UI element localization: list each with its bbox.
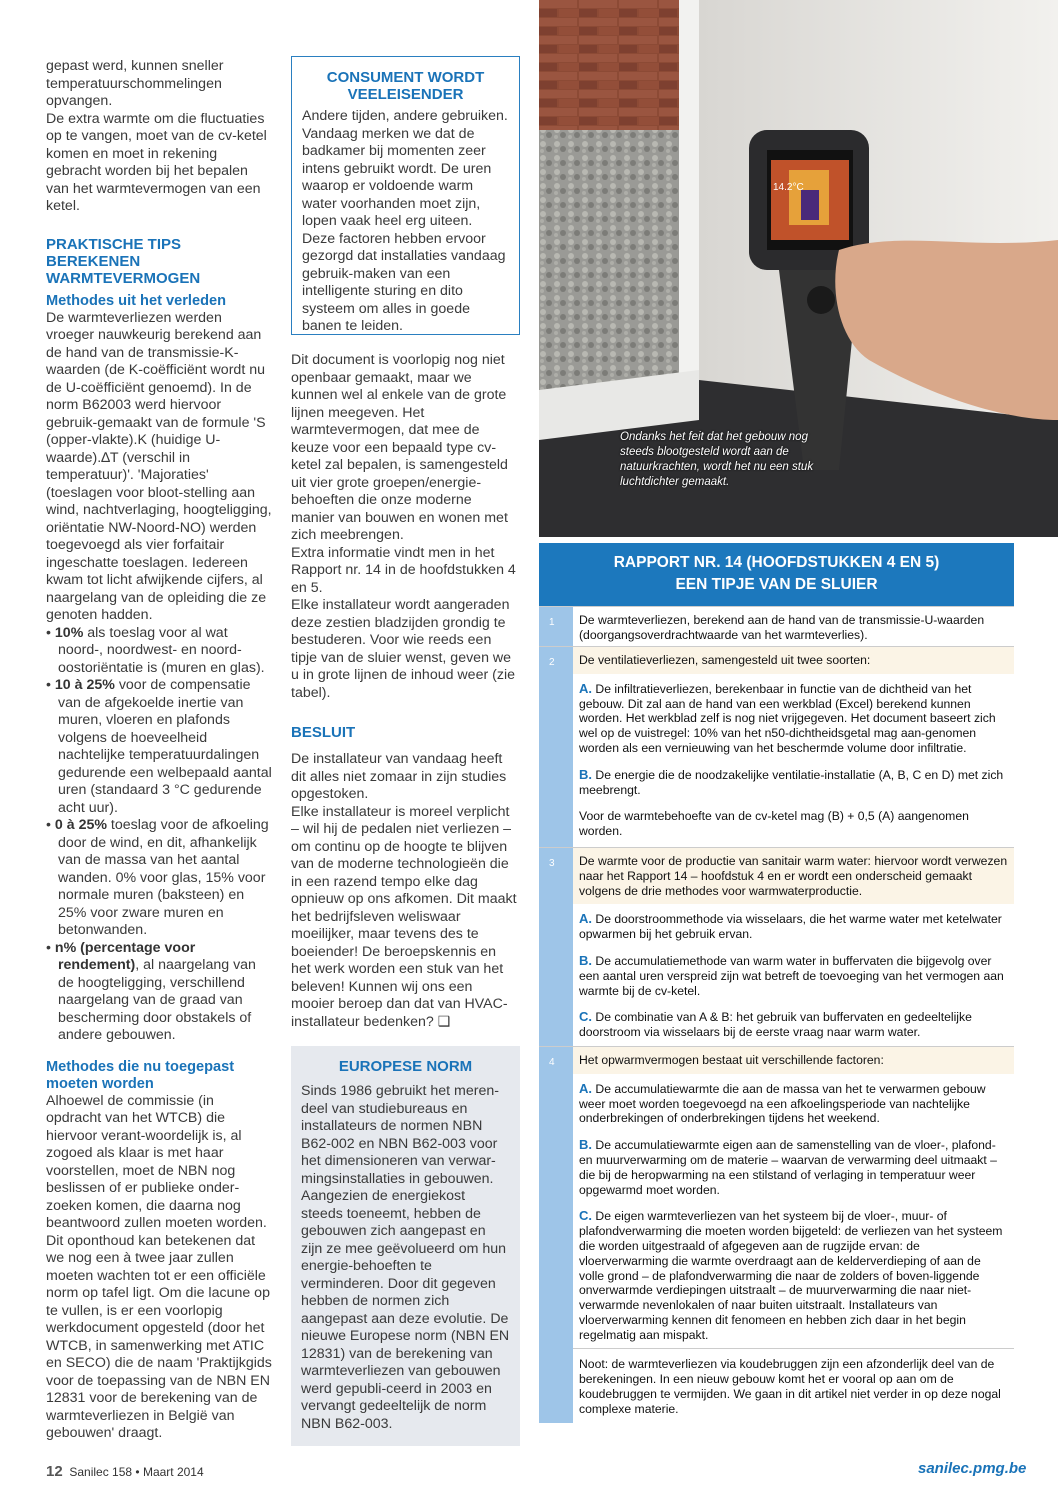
paragraph: De extra warmte om die fluctuaties op te vangen, moet van de cv-ketel komen en moet in rekening gebracht worden bij het bepalen van het warmtevermogen van een ketel. — [46, 110, 267, 214]
subheading: Methodes uit het verleden — [46, 292, 227, 309]
camera-reading: 14.2°C — [773, 182, 804, 193]
section-heading: PRAKTISCHE TIPS BEREKENEN WARMTEVERMOGEN — [46, 235, 201, 287]
table-row — [539, 606, 1014, 646]
table-row — [539, 1046, 1014, 1423]
row-number: 3 — [539, 848, 573, 1046]
row-note: Voor de warmtebehoefte van de cv-ketel mag (B) + 0,5 (A) aangenomen worden. — [579, 809, 969, 839]
footer-info — [46, 1463, 204, 1480]
table-body — [539, 606, 1014, 1423]
row-subitem: A. De infiltratieverliezen, berekenbaar in functie van de dichtheid van het gebouw. Dit zal aan de hand van een werkblad (Excel) berekend kunnen worden. Het werkblad zelf is nog niet vrijgegeven. Het document baseert zich wel op de vuistregel: 10% van het n50-dichtheidsgetal mag aan-genomen worden als een vernieuwing van het beschermde volume door infiltratie. — [579, 680, 996, 755]
box-title: CONSUMENT WORDT VEELEISENDER — [326, 69, 485, 103]
page-number: 12 — [46, 1463, 63, 1480]
table-header — [539, 543, 1014, 606]
paragraph: Alhoewel de commissie (in opdracht van het WTCB) die hiervoor verant-woordelijk is, al zogoed als klaar is met haar voorstellen, moet de NBN nog beslissen of er publieke onder-zoeken komen, die daarna nog beantwoord zullen moeten worden. Dit oponthoud kan betekenen dat we nog een à twee jaar zullen moeten wachten tot er een officiële norm op tafel ligt. Om die lacune op te vullen, is er een voorlopig werkdocument opgesteld (door het WTCB, in samenwerking met ATIC en SECO) die de naam 'Praktijkgids voor de toepassing van de NBN EN 12831 voor de berekening van de warmteverliezen in België van gebouwen' draagt. — [46, 1092, 272, 1441]
paragraph: Dit document is voorlopig nog niet openbaar gemaakt, maar we kunnen wel al enkele van de grote lijnen meegeven. Het warmtevermogen, dat mee de keuze voor een bepaald type cv-ketel zal bepalen, is samengesteld uit vier grote groepen/energie-behoeften die onze moderne manier van bouwen en wonen met zich meebrengen. — [291, 352, 508, 543]
row-text: Het opwarmvermogen bestaat uit verschillende factoren: — [573, 1047, 1014, 1074]
table-subtitle: EEN TIPJE VAN DE SLUIER — [675, 576, 878, 593]
bullet-item: • 0 à 25% toeslag voor de afkoeling door de wind, en dit, afhankelijk van de massa van het aantal wanden. 0% voor glas, 15% voor normale muren (baksteen) en 25% voor zware muren en betonwanden. — [46, 817, 269, 938]
paragraph: Elke installateur wordt aangeraden deze zestien bladzijden grondig te bestuderen. Voor wie reeds een tipje van de sluier wenst, geven we u in grote lijnen de inhoud weer (zie tabel). — [291, 597, 515, 701]
row-number: 1 — [539, 607, 573, 646]
box-text: Sinds 1986 gebruikt het meren-deel van studiebureaus en installateurs de normen NBN B62-002 en NBN B62-003 voor het dimensioneren van verwar-mingsinstallaties in gebouwen. Aangezien de energiekost steeds toeneemt, hebben de gebouwen zich aangepast en zijn ze mee geëvolueerd om hun energie-behoeften te verminderen. Door dit gegeven hebben de normen zich aangepast aan deze evolutie. De nieuwe Europese norm (NBN EN 12831) van de berekening van warmteverliezen van gebouwen werd gepubli-ceerd in 2003 en vervangt gedeeltelijk de norm NBN B62-003. — [301, 1083, 510, 1432]
row-subitem: B. De accumulatiewarmte eigen aan de samenstelling van de vloer-, plafond- en muurverwarming om de materie – waarvan de verwarming deel uitmaakt – die bij de heropwarming na een stilstand of verlaging in temperatuur weer opgewarmd moet worden. — [579, 1137, 997, 1197]
row-subitem: A. De accumulatiewarmte die aan de massa van het te verwarmen gebouw weer moet worden toegevoegd na een afkoelingsperiode van nachtelijke onderbrekingen of onderbrekingen tijdens het weekend. — [579, 1080, 986, 1126]
row-subitem: A. De doorstroommethode via wisselaars, die het warme water met ketelwater opwarmen bij het gebruik ervan. — [579, 911, 1002, 942]
section-heading: BESLUIT — [291, 724, 356, 741]
photo-caption: Ondanks het feit dat het gebouw nog steeds blootgesteld wordt aan de natuurkrachten, wordt het nu een stuk luchtdichter gemaakt. — [620, 431, 814, 488]
bullet-item: • 10% als toeslag voor al wat noord-, noordwest- en noord-oostoriëntatie is (muren en glas). — [46, 624, 265, 676]
rapport-table — [539, 543, 1014, 1445]
paragraph: De warmteverliezen werden vroeger nauwkeurig berekend aan de hand van de transmissie-K-waarden (de K-coëfficiënt wordt nu de U-coëfficiënt genoemd). In de norm B62003 werd hiervoor gebruik-gemaakt van de formule 'S (opper-vlakte).K (huidige U-waarde).∆T (verschil in temperatuur)'. 'Majoraties' (toeslagen voor bloot-stelling aan wind, nachtverlaging, hoogteligging, oriëntatie NW-Noord-NO) werden toegevoegd als vier forfaitair ingeschatte toeslagen. Iedereen kwam tot licht afwijkende cijfers, al naargelang van de opleiding die ze genoten hadden. — [46, 309, 272, 623]
magazine-issue: Sanilec 158 • Maart 2014 — [69, 1465, 204, 1479]
row-text: De warmte voor de productie van sanitair warm water: hiervoor wordt verwezen naar het Rapport 14 – hoofdstuk 4 en er wordt een onderscheid gemaakt volgens de drie methodes voor warmwaterproductie. — [573, 848, 1014, 904]
table-row — [539, 847, 1014, 1046]
row-number: 2 — [539, 647, 573, 847]
row-text: De ventilatieverliezen, samengesteld uit twee soorten: — [573, 647, 1014, 674]
sidebar-box-europese-norm — [291, 1046, 520, 1446]
row-subitem: B. De energie die de noodzakelijke ventilatie-installatie (A, B, C en D) met zich meebrengt. — [579, 766, 1004, 797]
sidebar-box-consument — [291, 56, 520, 335]
paragraph: Extra informatie vindt men in het Rapport nr. 14 in de hoofdstukken 4 en 5. — [291, 544, 516, 596]
bullet-item: • n% (percentage voor rendement), al naargelang van de hoogteligging, verschillend naargelang van de graad van bescherming door obstakels of andere gebouwen. — [46, 939, 256, 1043]
paragraph: Elke installateur is moreel verplicht – wil hij de pedalen niet verliezen – om continu op de hoogte te blijven van de moderne technologieën die in een razend tempo elke dag opnieuw op ons afkomen. Dit maakt het bedrijfsleven weliswaar moeilijker, maar tevens des te boeiender! De beroepskennis en het werk worden een stuk van het beleven! Kunnen wij ons een mooier beroep dan dat van HVAC-installateur bedenken? ❑ — [291, 803, 517, 1030]
column-left — [46, 58, 272, 1443]
photo-thermal-camera — [539, 0, 1058, 537]
column-middle — [291, 352, 517, 1031]
footer-website-link[interactable]: sanilec.pmg.be — [918, 1460, 1027, 1477]
paragraph: gepast werd, kunnen sneller temperatuurschommelingen opvangen. — [46, 58, 224, 109]
table-title: RAPPORT NR. 14 (HOOFDSTUKKEN 4 EN 5) — [613, 554, 940, 571]
bullet-item: • 10 à 25% voor de compensatie van de afgekoelde inertie van muren, vloeren en plafonds volgens de hoeveelheid nachtelijke temperatuurdalingen gedurende een welbepaald aantal uren (standaard 3 °C gedurende acht uur). — [46, 677, 272, 816]
box-text: Andere tijden, andere gebruiken. Vandaag merken we dat de badkamer bij momenten zeer intens gebruikt wordt. De uren waarop er voldoende warm water voorhanden moet zijn, lopen vaak heel erg uiteen. Deze factoren hebben ervoor gezorgd dat installaties vandaag gebruik-maken van een intelligente sturing en dito systeem om alles in goede banen te leiden. — [302, 108, 508, 334]
box-title: EUROPESE NORM — [338, 1058, 473, 1075]
row-subitem: C. De combinatie van A & B: het gebruik van buffervaten en gedeeltelijke doorstroom via wisselaars bij de eerste vraag naar warm water. — [579, 1009, 972, 1040]
row-number: 4 — [539, 1047, 573, 1423]
row-subitem: B. De accumulatiemethode van warm water in buffervaten die bijgevolg over een aantal uren verspreid zijn wat betreft de toevoeging van het vermogen aan warmte bij de cv-ketel. — [579, 952, 1004, 998]
subheading: Methodes die nu toegepast moeten worden — [46, 1058, 235, 1092]
paragraph: De installateur van vandaag heeft dit alles niet zomaar in zijn studies opgestoken. — [291, 751, 507, 802]
table-row — [539, 646, 1014, 847]
row-text: De warmteverliezen, berekend aan de hand van de transmissie-U-waarden (doorgangsoverdrachtwaarde van het warmteverlies). — [579, 613, 985, 642]
table-note: Noot: de warmteverliezen via koudebruggen zijn een afzonderlijk deel van de berekeningen. In een nieuw gebouw komt het er vooral op aan om de koudebruggen te vermijden. We gaan in dit artikel niet verder in op deze nogal complexe materie. — [573, 1348, 1014, 1422]
row-subitem: C. De eigen warmteverliezen van het systeem bij de vloer-, muur- of plafondverwarming die moeten worden bijgeteld: de verliezen van het systeem die worden uitgestraald of afgegeven aan de rugzijde ervan: de vloerverwarming die warmte overdraagt aan de kelderverdieping of aan de volle grond – de plafondverwarming die naar de zolders of boven-liggende onverwarmde verdiepingen uitstraalt – de muurverwarming die naar niet-verwarmde nevenlokalen of naar buiten uitstraalt. Installateurs van vloerverwarming kennen dit fenomeen en hebben zich daar in het begin regelmatig aan mispakt. — [579, 1208, 1003, 1342]
